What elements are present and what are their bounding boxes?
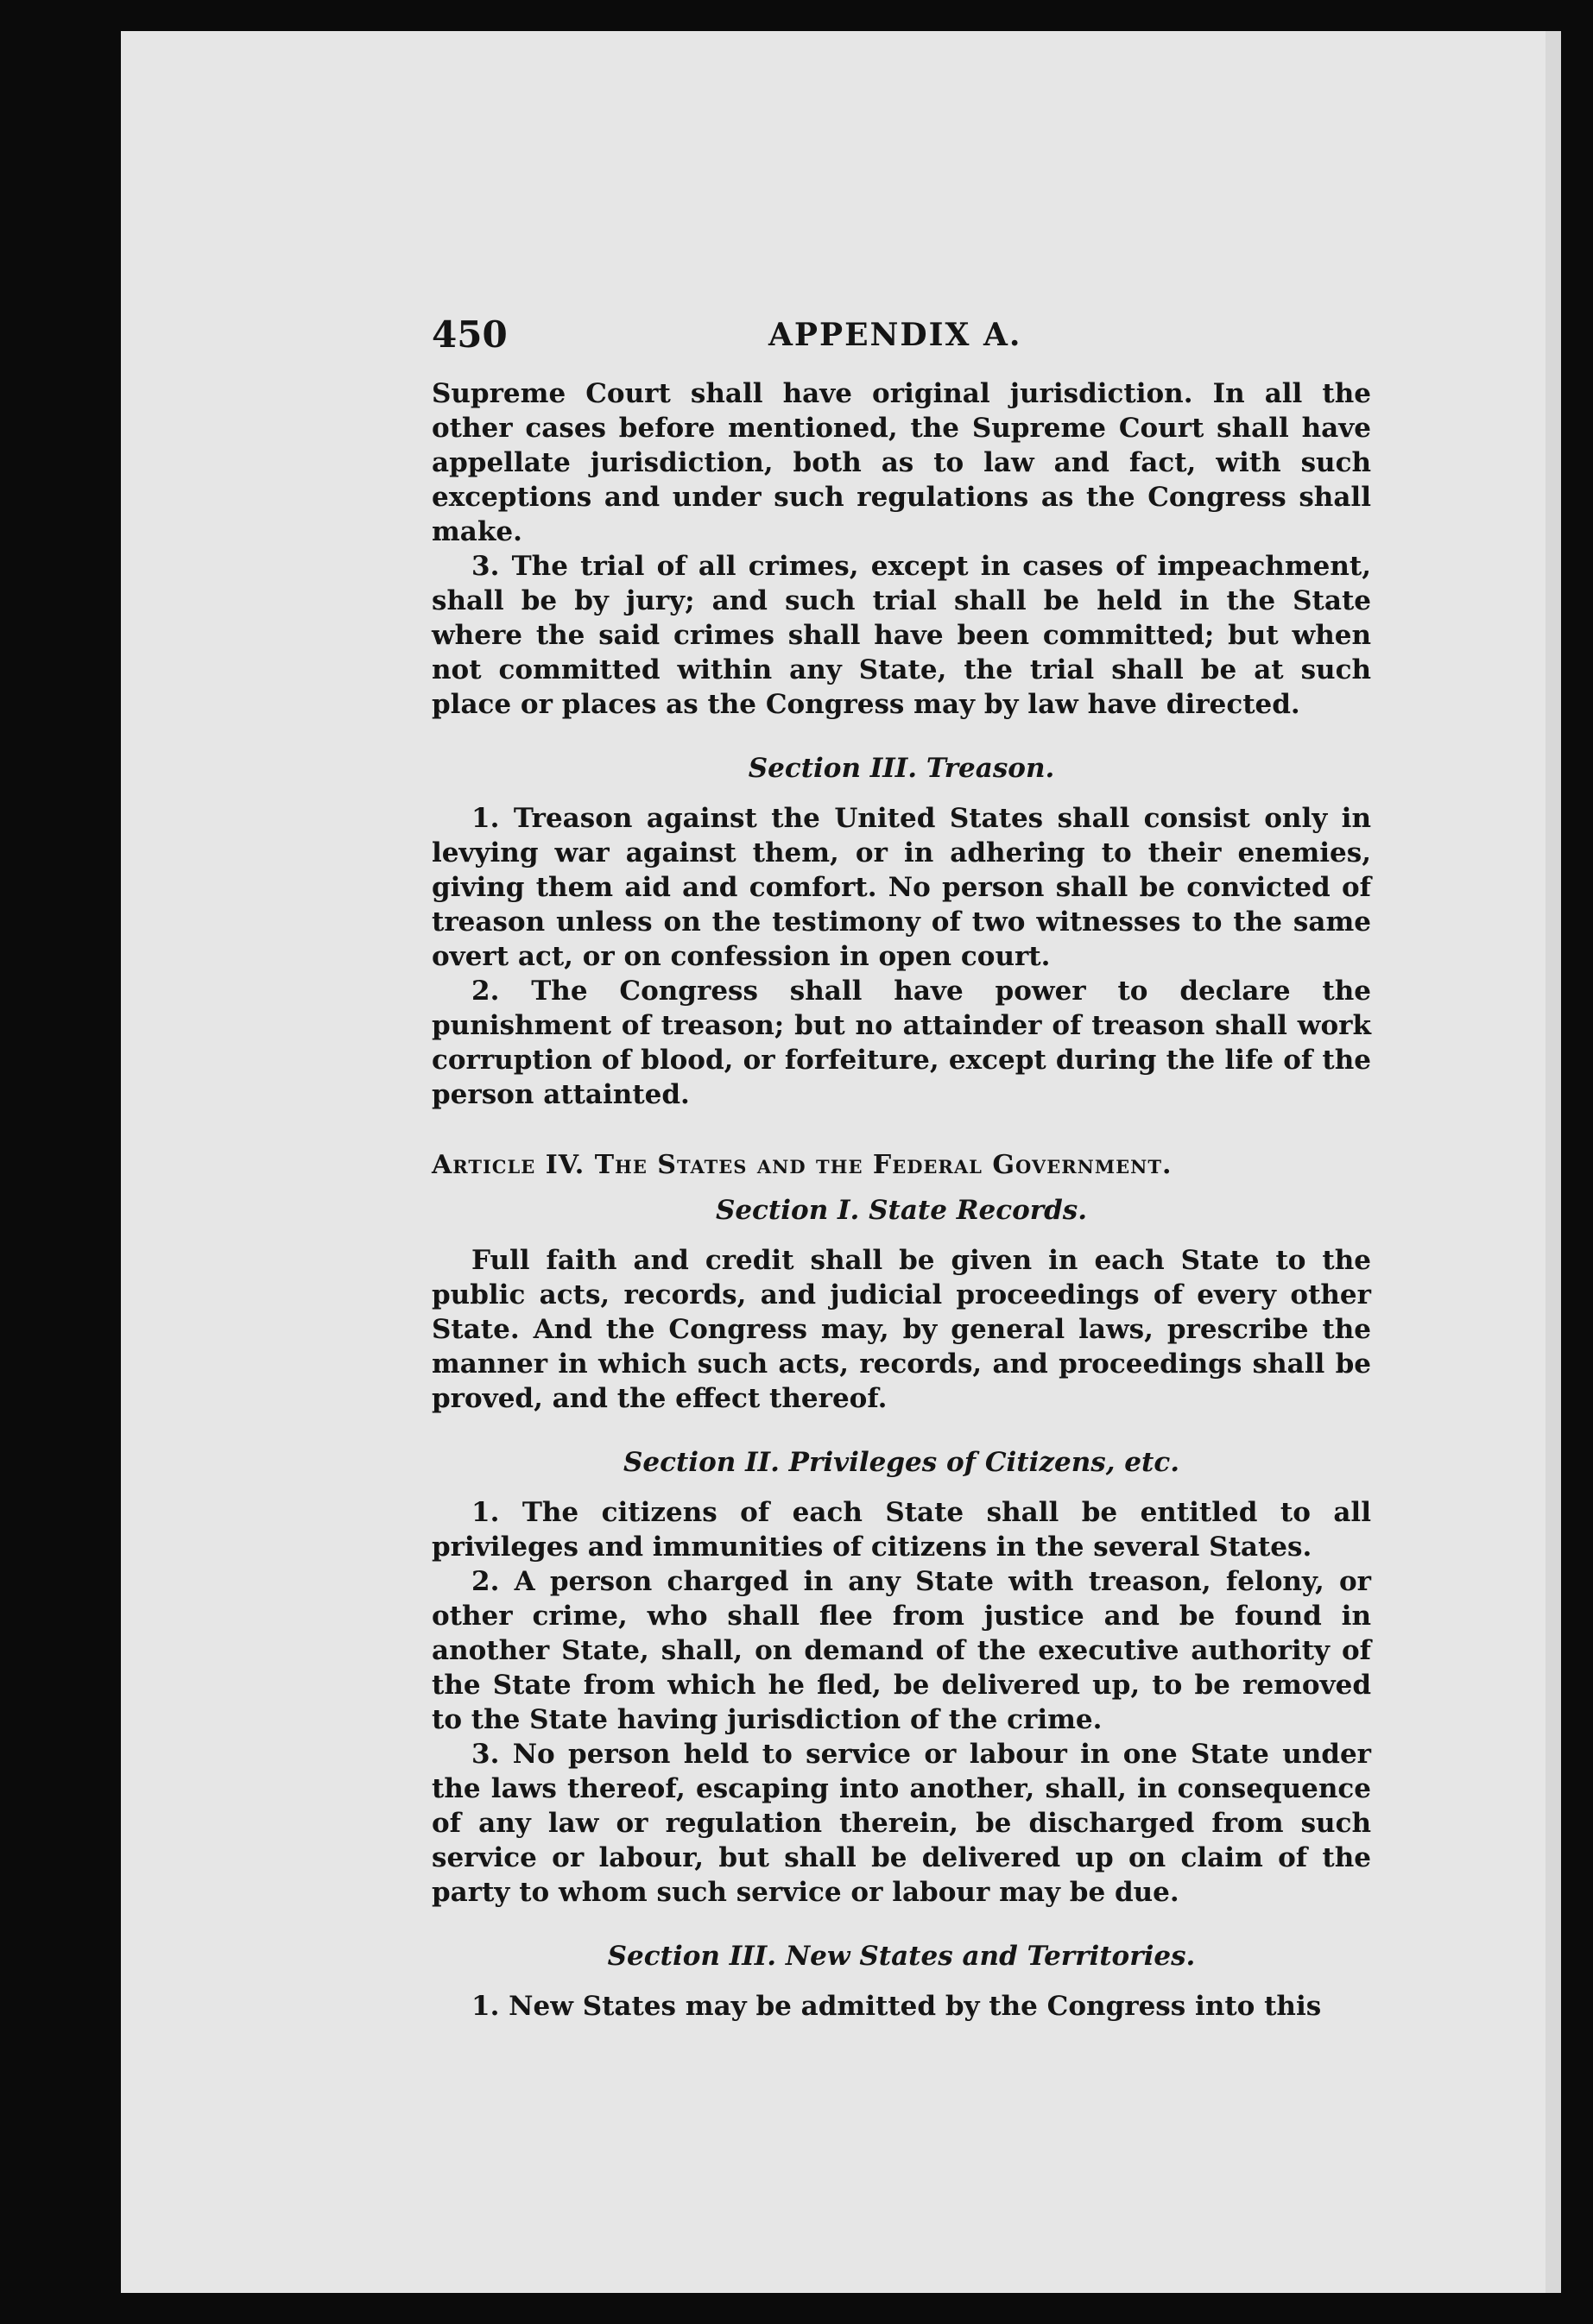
paragraph-new-states: 1. New States may be admitted by the Congress into this xyxy=(471,1991,1322,2022)
paragraph-privileges: 1. The citizens of each State shall be entitled to all privileges and immunities of citizens in the several States. xyxy=(432,1497,1371,1563)
paragraph-extradition: 2. A person charged in any State with treason, felony, or other crime, who shall flee from justice and be found in another State, shall, on demand of the executive authority of the State from which he fled, be delivered up, to be removed to the State having jurisdiction of the crime. xyxy=(432,1566,1371,1735)
page-number: 450 xyxy=(432,313,508,356)
section-heading-treason: Section III. Treason. xyxy=(748,753,1055,784)
running-head xyxy=(432,311,1371,359)
paragraph-treason-punishment: 2. The Congress shall have power to declare the punishment of treason; but no attainder of treason shall work corruption of blood, or forfeiture, except during the life of the person attainted. xyxy=(432,976,1371,1110)
page-text xyxy=(432,311,1371,2024)
paragraph-trial-of-crimes: 3. The trial of all crimes, except in cases of impeachment, shall be by jury; and such trial shall be held in the State where the said crimes shall have been committed; but when not committed within any State, the trial shall be at such place or places as the Congress may by law have directed. xyxy=(432,551,1371,720)
section-heading-privileges: Section II. Privileges of Citizens, etc. xyxy=(623,1447,1179,1478)
paragraph-full-faith-credit: Full faith and credit shall be given in each State to the public acts, records, and judicial proceedings of every other State. And the Congress may, by general laws, prescribe the manner in which such acts, records, and proceedings shall be proved, and the effect thereof. xyxy=(432,1245,1371,1414)
paragraph-treason-definition: 1. Treason against the United States shall consist only in levying war against them, or in adhering to their enemies, giving them aid and comfort. No person shall be convicted of treason unless on the testimony of two witnesses to the same overt act, or on confession in open court. xyxy=(432,803,1371,972)
section-heading-state-records: Section I. State Records. xyxy=(715,1195,1088,1226)
section-heading-new-states: Section III. New States and Territories. xyxy=(607,1941,1196,1972)
paragraph-supreme-court: Supreme Court shall have original jurisdiction. In all the other cases before mentioned, the Supreme Court shall have appellate jurisdiction, both as to law and fact, with such exceptions and under such regulations as the Congress shall make. xyxy=(432,378,1371,547)
paragraph-service-labour: 3. No person held to service or labour in one State under the laws thereof, escaping into another, shall, in consequence of any law or regulation therein, be discharged from such service or labour, but shall be delivered up on claim of the party to whom such service or labour may be due. xyxy=(432,1739,1371,1908)
article-heading: Article IV. The States and the Federal Government. xyxy=(432,1150,1173,1180)
running-title: APPENDIX A. xyxy=(768,317,1022,353)
page-edge xyxy=(1546,31,1561,2293)
